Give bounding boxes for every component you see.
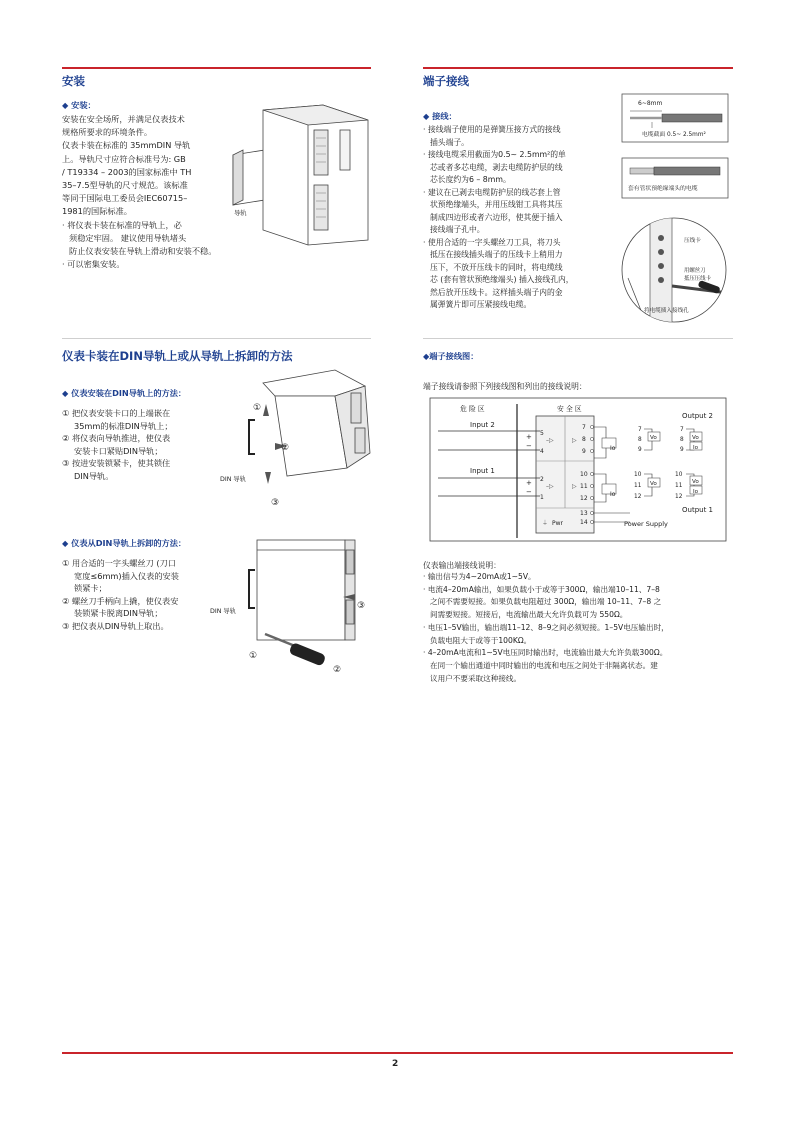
remove-step: ① 用合适的一字头螺丝刀 (刀口 (62, 558, 176, 568)
note-line: 间需要短接。短接后，电流输出最大允许负载可为 550Ω。 (430, 610, 628, 620)
svg-text:12: 12 (580, 495, 588, 502)
din-mount-figure (215, 368, 375, 513)
svg-text:–▷: –▷ (546, 483, 554, 490)
clip-label: 压线卡 (684, 238, 701, 244)
terminal-line: 芯长度约为6 – 8mm。 (430, 175, 511, 184)
svg-text:7: 7 (680, 427, 684, 433)
din-mount-subheading: ◆ 仪表安装在DIN导轨上的方法： (62, 388, 187, 398)
svg-text:1: 1 (540, 494, 544, 501)
install-figure-label: 导轨 (234, 210, 247, 217)
svg-text:9: 9 (638, 447, 642, 453)
remove-step: 宽度≤6mm)插入仪表的安装 (74, 570, 179, 581)
terminal-line: · 接线电缆采用截面为0.5~ 2.5mm²的单 (423, 150, 566, 159)
svg-text:+: + (526, 479, 532, 487)
terminal-line: 接线端子孔中。 (430, 225, 485, 234)
remove-figure-label: DIN 导轨 (210, 608, 237, 615)
input2-label: Input 2 (470, 421, 495, 429)
vo-label-2b: Vo (692, 435, 699, 441)
mount-num-1: ① (253, 403, 262, 413)
remove-num-2: ② (333, 665, 342, 675)
top-rule-right (423, 67, 733, 69)
note-line: · 4–20mA电流和1~5V电压同时输出时，电流输出最大允许负载300Ω。 (423, 648, 668, 658)
terminal-line: 抵压在接线插头端子的压线卡上稍用力 (430, 250, 563, 259)
insert-label: 将电缆插入接线孔 (644, 308, 689, 314)
terminal-line: · 建议在已剥去电缆防护层的线芯套上管 (423, 187, 561, 197)
terminal-line: · 接线端子使用的是弹簧压接方式的接线 (423, 125, 561, 134)
note-line: · 输出信号为4~20mA或1~5V。 (423, 572, 536, 581)
screwdriver-handle (289, 642, 327, 667)
cable-ferrule-figure (622, 158, 728, 198)
mount-step: 安装卡口紧贴DIN导轨； (74, 445, 163, 456)
wiring-intro: 端子接线请参照下列接线图和列出的接线说明： (423, 382, 587, 391)
svg-text:7: 7 (638, 427, 642, 433)
svg-text:13: 13 (580, 510, 588, 517)
bottom-rule (62, 1052, 733, 1054)
io-label-1b: Io (693, 489, 699, 495)
din-remove-steps (62, 557, 179, 633)
input1-label: Input 1 (470, 467, 495, 475)
install-figure (228, 100, 373, 250)
cross-section: 电缆截面 0.5~ 2.5mm² (642, 132, 706, 138)
mount-figure-label: DIN 导轨 (220, 476, 247, 483)
install-line: / T19334 – 2003的国家标准中 TH (62, 166, 192, 177)
wiring-diagram (430, 398, 726, 541)
terminal-line: 制成四边形或者六边形，使其便于插入 (430, 212, 563, 222)
screwdriver-label-1: 用螺丝刀 (684, 268, 706, 274)
cable-strip-figure (622, 94, 728, 142)
mount-step: ② 将仪表向导轨推进，使仪表 (62, 433, 171, 444)
terminal-line: 属弹簧片即可压紧接线电缆。 (430, 300, 532, 309)
svg-text:–▷: –▷ (546, 437, 554, 444)
svg-text:▷: ▷ (572, 437, 577, 444)
din-remove-figure (210, 530, 375, 680)
svg-text:−: − (526, 442, 532, 450)
terminal-subheading: ◆ 接线： (423, 111, 457, 121)
install-bullet: 须稳定牢固。 建议使用导轨堵头 (69, 232, 187, 243)
terminal-line: 压下，不放开压线卡的同时，将电缆线 (430, 262, 563, 272)
svg-text:12: 12 (634, 494, 642, 500)
svg-text:10: 10 (580, 471, 588, 478)
danger-zone-label: 危 险 区 (460, 405, 485, 413)
note-line: 之间不需要短接。如果负载电阻超过 300Ω，输出端 10–11、7–8 之 (430, 597, 662, 607)
remove-step: 锁紧卡； (74, 583, 107, 594)
divider-left-mid (62, 338, 371, 339)
install-bullet: · 可以密集安装。 (62, 259, 125, 270)
install-bullet: · 将仪表卡装在标准的导轨上，必 (62, 219, 182, 230)
svg-text:10: 10 (634, 472, 642, 478)
vo-label-1b: Vo (692, 479, 699, 485)
mount-num-2: ② (281, 443, 290, 453)
svg-text:9: 9 (582, 448, 586, 455)
din-mount-steps (62, 407, 173, 483)
install-line: 安装在安全场所，并满足仪表技术 (62, 114, 185, 124)
din-remove-subheading: ◆ 仪表从DIN导轨上拆卸的方法： (62, 538, 187, 548)
safe-zone-label: 安 全 区 (557, 405, 582, 413)
terminal-line: 状预绝缘端头，并用压线钳工具将其压 (430, 200, 563, 209)
svg-text:7: 7 (582, 424, 586, 431)
remove-step: ③ 把仪表从DIN导轨上取出。 (62, 620, 169, 631)
pwr-label: Pwr (552, 520, 563, 527)
ferrule-caption: 套有管状预绝缘端头的电缆 (628, 186, 698, 192)
install-heading: 安装 (62, 74, 85, 88)
divider-right-mid (423, 338, 733, 339)
wiring-notes (423, 571, 669, 685)
io-label-1: Io (610, 491, 616, 498)
page-number: 2 (392, 1059, 399, 1069)
note-line: · 电流4–20mA输出，如果负载小于或等于300Ω，输出端10–11、7–8 (423, 584, 660, 594)
wiring-subheading: ◆端子接线图： (423, 351, 479, 361)
screwdriver-label-2: 抵压压线卡 (684, 276, 711, 282)
svg-text:9: 9 (680, 447, 684, 453)
svg-text:5: 5 (540, 430, 544, 437)
terminal-heading: 端子接线 (423, 74, 469, 88)
svg-text:4: 4 (540, 448, 544, 455)
remove-step: ② 螺丝刀手柄向上撬，使仪表安 (62, 595, 179, 606)
terminal-line: 芯或者多芯电缆，剥去电缆防护层的线 (430, 162, 563, 172)
svg-text:8: 8 (638, 437, 642, 443)
terminal-text (423, 124, 574, 312)
remove-num-1: ① (249, 651, 258, 661)
io-label-2b: Io (693, 445, 699, 451)
io-label-2: Io (610, 445, 616, 452)
svg-text:12: 12 (675, 494, 683, 500)
remove-num-3: ③ (357, 601, 366, 611)
mount-num-3: ③ (271, 498, 280, 508)
install-line: 仪表卡装在标准的 35mmDIN 导轨 (62, 140, 191, 151)
install-text (62, 113, 216, 271)
mount-step: ① 把仪表安装卡口的上端嵌在 (62, 408, 171, 418)
install-line: 规格所要求的环境条件。 (62, 127, 153, 138)
output2-label: Output 2 (682, 412, 713, 420)
din-heading: 仪表卡装在DIN导轨上或从导轨上拆卸的方法 (62, 349, 293, 363)
vo-label-1a: Vo (650, 481, 657, 487)
remove-step: 装锁紧卡脱离DIN导轨； (74, 608, 163, 619)
install-bullet: 防止仪表安装在导轨上滑动和安装不稳。 (69, 246, 217, 257)
note-line: 议用户不要采取这种接线。 (430, 673, 522, 683)
install-line: 1981的国际标准。 (62, 206, 132, 217)
svg-text:2: 2 (540, 476, 544, 483)
terminal-line: 插头端子。 (430, 137, 469, 147)
svg-text:8: 8 (680, 437, 684, 443)
terminal-line: · 使用合适的一字头螺丝刀工具，将刀头 (423, 237, 561, 247)
svg-text:+: + (526, 433, 532, 441)
mount-step: 35mm的标准DIN导轨上； (74, 420, 173, 431)
install-line: 35–7.5型导轨的尺寸规范。该标准 (62, 180, 188, 191)
notes-title: 仪表输出端接线说明： (423, 561, 501, 570)
svg-text:8: 8 (582, 436, 586, 443)
svg-text:▷: ▷ (572, 483, 577, 490)
svg-text:⏚: ⏚ (542, 520, 549, 527)
terminal-line: 然后放开压线卡。这样插头端子内的金 (430, 287, 563, 297)
top-rule-left (62, 67, 371, 69)
power-supply-label: Power Supply (624, 520, 668, 528)
note-line: 负载电阻大于或等于100KΩ。 (430, 635, 532, 645)
svg-text:11: 11 (675, 483, 683, 489)
strip-length: 6~8mm (638, 100, 663, 107)
svg-text:11: 11 (580, 483, 588, 490)
vo-label-2a: Vo (650, 435, 657, 441)
svg-text:10: 10 (675, 472, 683, 478)
note-line: · 电压1–5V输出，输出端11–12、8–9之间必须短接。1–5V电压输出时， (423, 622, 669, 632)
terminal-insert-figure (618, 218, 730, 328)
svg-text:−: − (526, 488, 532, 496)
svg-text:14: 14 (580, 519, 588, 526)
terminal-line: 芯 (套有管状预绝缘端头) 插入接线孔内， (430, 275, 574, 284)
install-subheading: ◆ 安装： (62, 100, 96, 110)
output1-label: Output 1 (682, 506, 713, 514)
install-line: 等同于国际电工委员会IEC60715– (62, 193, 188, 204)
svg-text:11: 11 (634, 483, 642, 489)
note-line: 在同一个输出通道中同时输出的电流和电压之间处于非隔离状态。建 (430, 660, 658, 670)
install-line: 上。导轨尺寸应符合标准号为: GB (62, 153, 186, 164)
mount-step: DIN导轨。 (74, 470, 114, 481)
mount-step: ③ 按进安装锁紧卡，使其锁住 (62, 458, 171, 469)
